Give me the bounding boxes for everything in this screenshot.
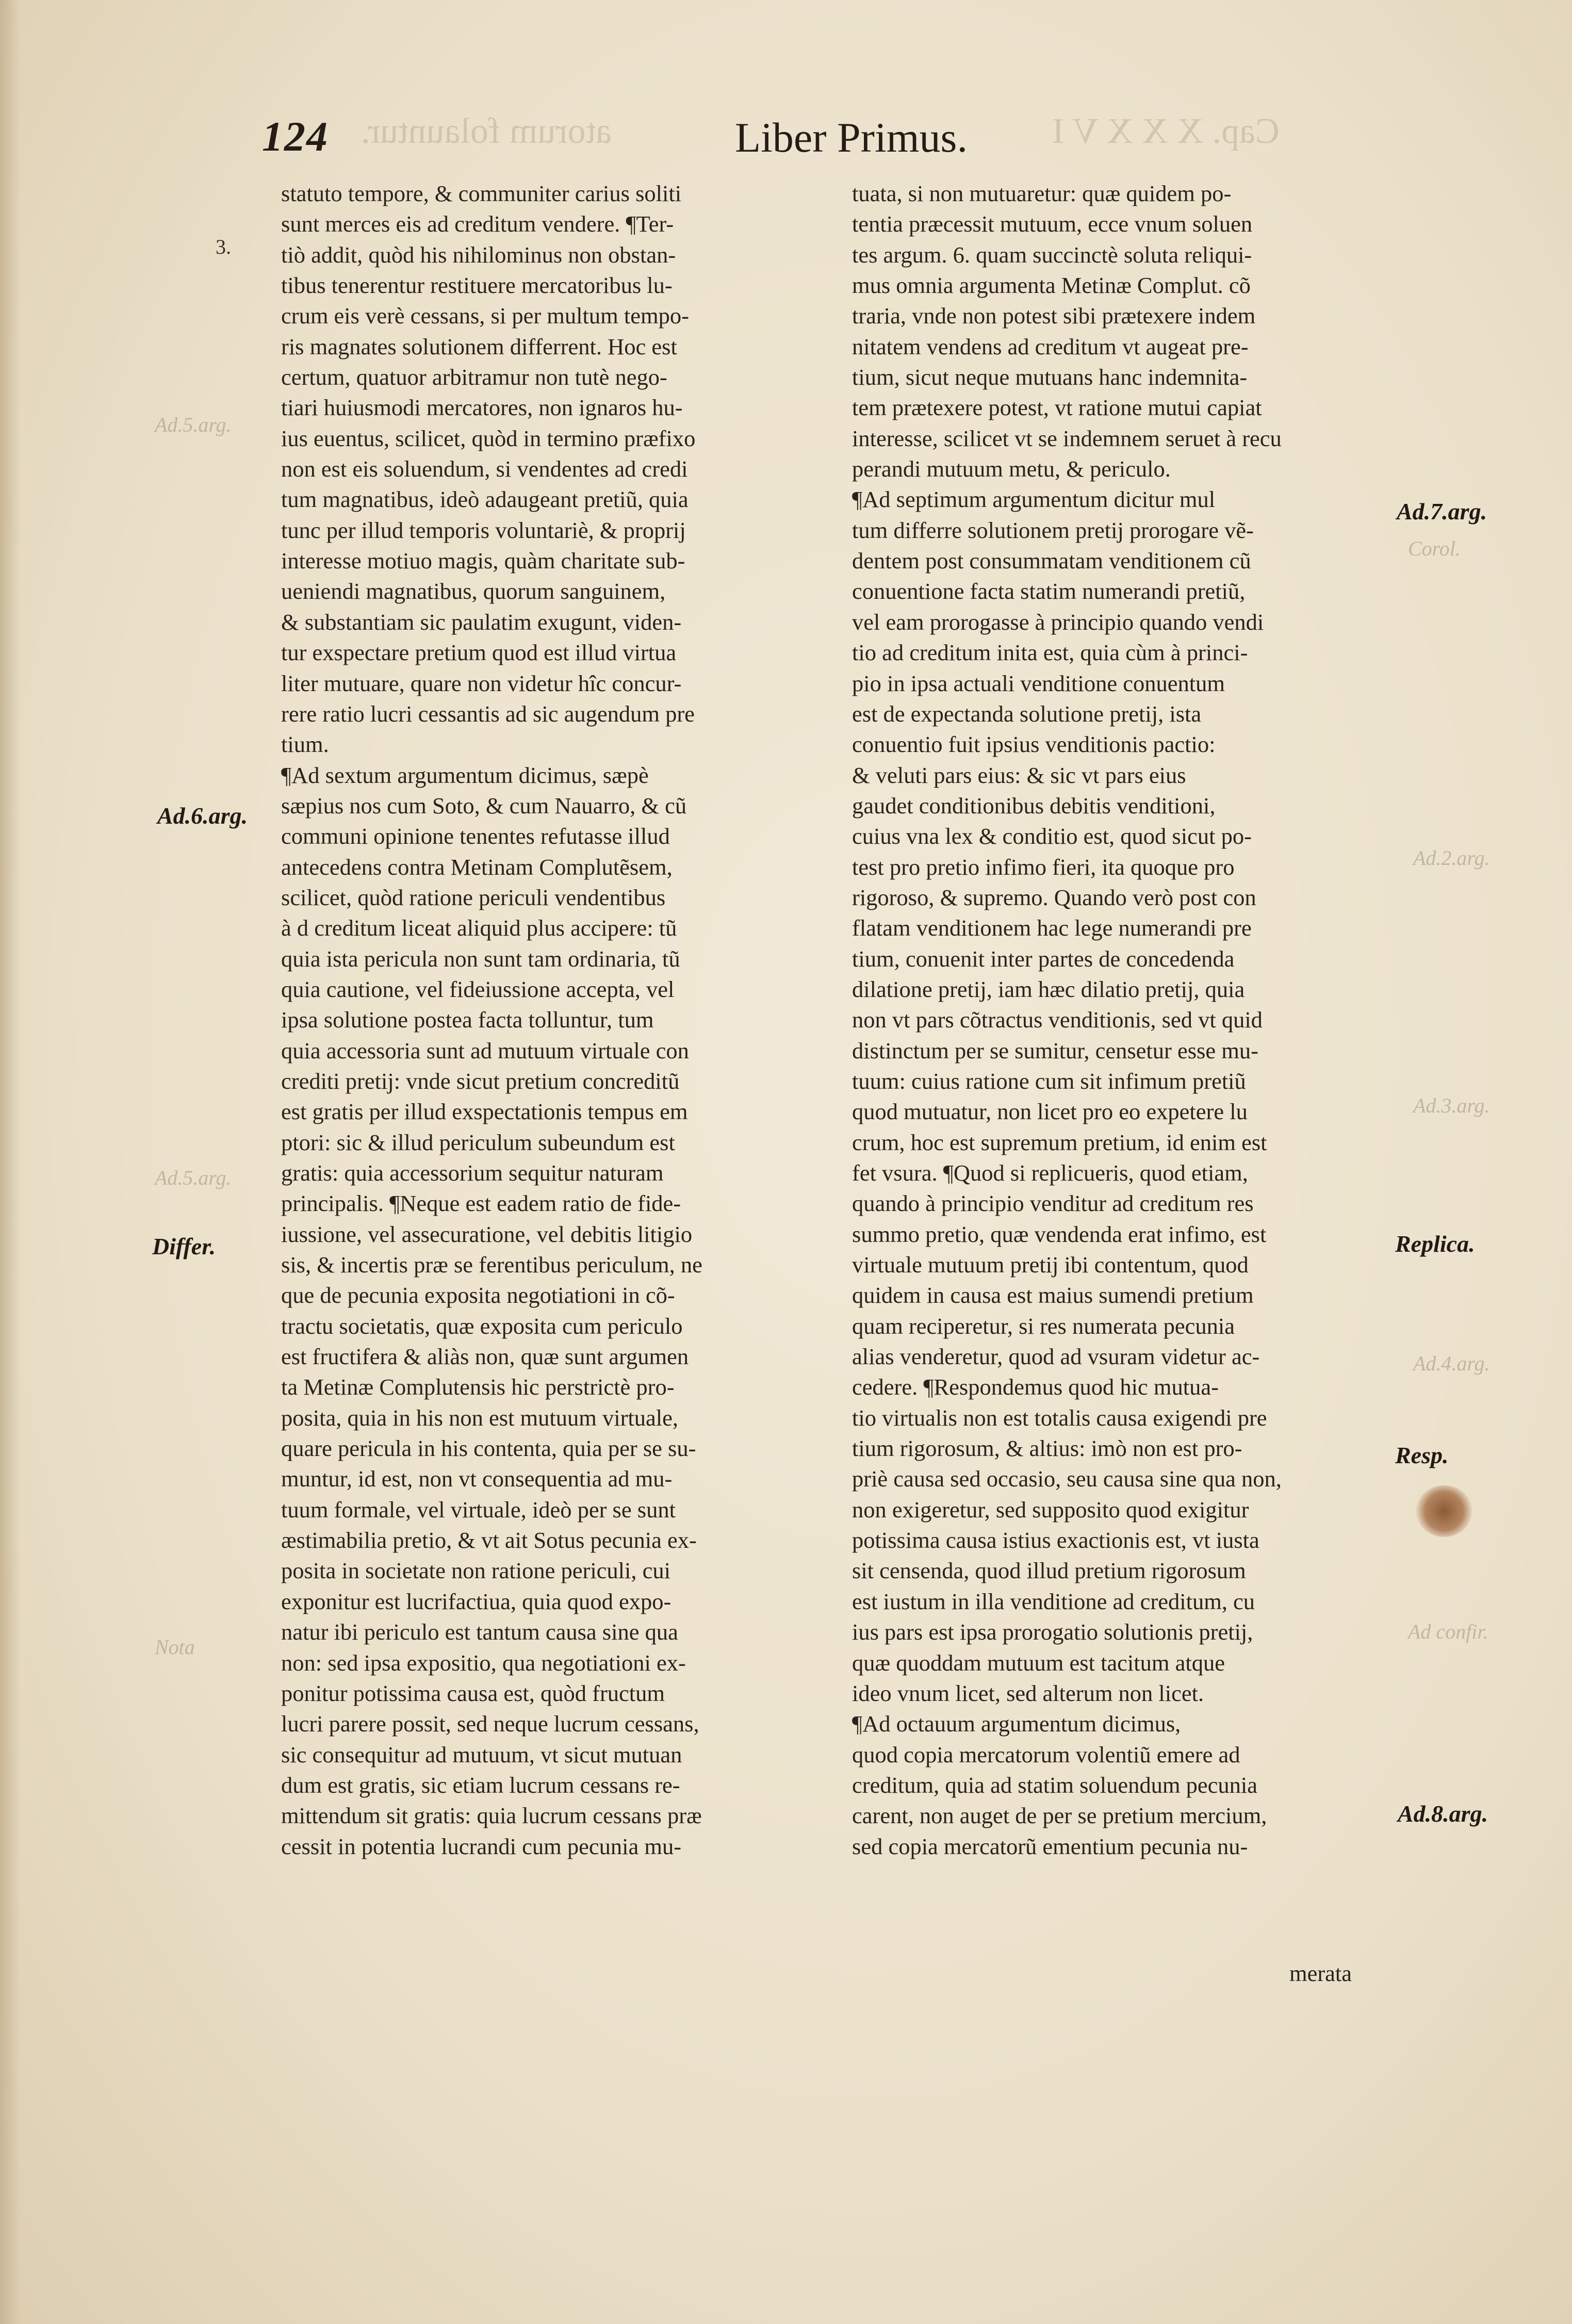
text-line: quam reciperetur, si res numerata pecunia <box>852 1313 1235 1339</box>
text-line: distinctum per se sumitur, censetur esse mu- <box>852 1037 1258 1063</box>
text-line: est de expectanda solutione pretij, ista <box>852 700 1202 727</box>
text-line: quando à principio venditur ad creditum res <box>852 1190 1254 1217</box>
text-line: posita in societate non ratione periculi, cui <box>281 1558 671 1584</box>
text-line: communi opinione tenentes refutasse illud <box>281 823 670 849</box>
text-line: ideo vnum licet, sed alterum non licet. <box>852 1680 1204 1706</box>
bleed-through-margin-4: Corol. <box>1408 537 1461 560</box>
text-line: sed copia mercatorũ ementium pecunia nu- <box>852 1833 1248 1859</box>
text-line: tes argum. 6. quam succinctè soluta reliqui- <box>852 241 1252 268</box>
right-text-column <box>852 178 1388 1862</box>
text-line: & substantiam sic paulatim exugunt, viden- <box>281 609 682 635</box>
text-line: tem prætexere potest, vt ratione mutui capiat <box>852 395 1262 421</box>
text-line: liter mutuare, quare non videtur hîc concur- <box>281 670 682 696</box>
text-line: certum, quatuor arbitramur non tutè nego- <box>281 364 667 390</box>
text-line: ius pars est ipsa prorogatio solutionis pretij, <box>852 1619 1253 1645</box>
text-line: pio in ipsa actuali venditione conuentum <box>852 670 1225 696</box>
bleed-through-header-right: Cap. X X X V I <box>1052 111 1280 151</box>
text-line: gaudet conditionibus debitis venditioni, <box>852 792 1216 819</box>
text-line: muntur, id est, non vt consequentia ad mu- <box>281 1466 673 1492</box>
left-text-column <box>281 178 810 1862</box>
text-line: tractu societatis, quæ exposita cum periculo <box>281 1313 683 1339</box>
text-line: crum, hoc est supremum pretium, id enim est <box>852 1129 1267 1155</box>
text-line: mittendum sit gratis: quia lucrum cessans præ <box>281 1803 702 1829</box>
text-line: que de pecunia exposita negotiationi in cõ- <box>281 1282 675 1308</box>
text-line: tuata, si non mutuaretur: quæ quidem po- <box>852 181 1232 206</box>
text-line: fet vsura. ¶Quod si replicueris, quod etiam, <box>852 1160 1248 1186</box>
text-line: ptori: sic & illud periculum subeundum est <box>281 1129 675 1155</box>
text-line: scilicet, quòd ratione periculi vendentibus <box>281 884 666 910</box>
text-line: summo pretio, quæ vendenda erat infimo, est <box>852 1221 1267 1247</box>
text-line: conuentio fuit ipsius venditionis pactio: <box>852 731 1216 758</box>
margin-note-tertio: 3. <box>216 235 231 258</box>
text-line: ¶Ad septimum argumentum dicitur mul <box>852 486 1216 513</box>
text-line: quod mutuatur, non licet pro eo expetere lu <box>852 1099 1248 1125</box>
margin-note-ad-sextum: Ad.6.arg. <box>157 803 248 829</box>
text-line: tibus tenerentur restituere mercatoribus lu- <box>281 272 673 299</box>
text-line: tio virtualis non est totalis causa exigendi pre <box>852 1404 1267 1431</box>
text-line: est iustum in illa venditione ad creditum, cu <box>852 1588 1255 1614</box>
text-line: non vt pars cõtractus venditionis, sed vt quid <box>852 1007 1263 1033</box>
text-line: tuum formale, vel virtuale, ideò per se sunt <box>281 1496 676 1523</box>
text-line: tium, sicut neque mutuans hanc indemnita- <box>852 364 1248 390</box>
bleed-through-header-left: atorum folauntur. <box>361 111 612 151</box>
text-line: potissima causa istius exactionis est, vt iusta <box>852 1527 1259 1553</box>
text-line: dum est gratis, sic etiam lucrum cessans re- <box>281 1772 680 1798</box>
text-line: crum eis verè cessans, si per multum tempo- <box>281 303 689 329</box>
text-line: dentem post consummatam venditionem cũ <box>852 548 1251 574</box>
page-gutter-shadow <box>0 0 21 2324</box>
text-line: statuto tempore, & communiter carius soliti <box>281 181 682 206</box>
text-line: perandi mutuum metu, & periculo. <box>852 456 1171 482</box>
bleed-through-margin-2: Ad.5.arg. <box>155 1166 232 1189</box>
text-line: sunt merces eis ad creditum vendere. ¶Ter- <box>281 211 674 237</box>
text-line: sic consequitur ad mutuum, vt sicut mutuan <box>281 1741 682 1767</box>
catchword: merata <box>1289 1960 1352 1986</box>
text-line: interesse motiuo magis, quàm charitate sub- <box>281 548 685 574</box>
text-line: quare pericula in his contenta, quia per se su- <box>281 1435 696 1462</box>
text-line: quæ quoddam mutuum est tacitum atque <box>852 1649 1225 1676</box>
text-line: tium rigorosum, & altius: imò non est pro- <box>852 1435 1242 1462</box>
text-line: tiò addit, quòd his nihilominus non obstan- <box>281 241 676 268</box>
text-line: posita, quia in his non est mutuum virtuale, <box>281 1404 679 1431</box>
text-line: ueniendi magnatibus, quorum sanguinem, <box>281 578 666 604</box>
running-title: Liber Primus. <box>735 114 968 161</box>
text-line: quia accessoria sunt ad mutuum virtuale con <box>281 1037 689 1063</box>
text-line: tentia præcessit mutuum, ecce vnum soluen <box>852 211 1253 237</box>
text-line: tum differre solutionem pretij prorogare vẽ- <box>852 517 1254 543</box>
text-line: est fructifera & aliàs non, quæ sunt argumen <box>281 1344 689 1370</box>
text-line: ris magnates solutionem differrent. Hoc est <box>281 333 677 359</box>
text-line: non exigeretur, sed supposito quod exigitur <box>852 1496 1249 1523</box>
text-line: quod copia mercatorum volentiũ emere ad <box>852 1741 1240 1767</box>
text-line: tunc per illud temporis voluntariè, & proprij <box>281 517 686 543</box>
text-line: mus omnia argumenta Metinæ Complut. cõ <box>852 272 1251 299</box>
text-line: vel eam prorogasse à principio quando vendi <box>852 609 1264 635</box>
text-line: interesse, scilicet vt se indemnem seruet à recu <box>852 425 1282 451</box>
bleed-through-margin-6: Ad.3.arg. <box>1413 1094 1490 1117</box>
bleed-through-margin-7: Ad.4.arg. <box>1413 1352 1490 1375</box>
text-line: cessit in potentia lucrandi cum pecunia mu- <box>281 1833 682 1859</box>
text-line: tium. <box>281 731 329 758</box>
margin-note-ad-octauum: Ad.8.arg. <box>1398 1801 1488 1827</box>
text-line: crediti pretij: vnde sicut pretium concreditũ <box>281 1068 680 1094</box>
text-line: cedere. ¶Respondemus quod hic mutua- <box>852 1374 1219 1400</box>
text-line: ponitur potissima causa est, quòd fructum <box>281 1680 665 1706</box>
text-line: ¶Ad sextum argumentum dicimus, sæpè <box>281 762 649 788</box>
text-line: flatam venditionem hac lege numerandi pre <box>852 915 1252 941</box>
text-line: sis, & incertis præ se ferentibus periculum, ne <box>281 1252 702 1278</box>
text-line: carent, non auget de per se pretium mercium, <box>852 1803 1267 1829</box>
margin-note-resp: Resp. <box>1395 1442 1449 1468</box>
text-line: nitatem vendens ad creditum vt augeat pre- <box>852 333 1249 359</box>
text-line: natur ibi periculo est tantum causa sine qua <box>281 1619 678 1645</box>
text-line: dilatione pretij, iam hæc dilatio pretij, quia <box>852 976 1245 1002</box>
bleed-through-margin-1: Ad.5.arg. <box>155 413 232 436</box>
text-line: rere ratio lucri cessantis ad sic augendum pre <box>281 700 695 727</box>
text-line: ta Metinæ Complutensis hic perstrictè pro- <box>281 1374 675 1400</box>
text-line: quia cautione, vel fideiussione accepta, vel <box>281 976 675 1002</box>
text-line: gratis: quia accessorium sequitur naturam <box>281 1160 664 1186</box>
text-line: à d creditum liceat aliquid plus accipere: tũ <box>281 915 677 941</box>
text-line: rigoroso, & supremo. Quando verò post con <box>852 884 1256 910</box>
text-line: sit censenda, quod illud pretium rigorosum <box>852 1558 1246 1584</box>
bleed-through-margin-3: Nota <box>155 1635 195 1659</box>
text-line: priè causa sed occasio, seu causa sine qua non, <box>852 1466 1282 1492</box>
margin-note-ad-septimum: Ad.7.arg. <box>1397 498 1487 525</box>
text-line: ius euentus, scilicet, quòd in termino præfixo <box>281 425 696 451</box>
text-line: ipsa solutione postea facta tolluntur, tum <box>281 1007 654 1033</box>
text-line: antecedens contra Metinam Complutẽsem, <box>281 854 673 880</box>
text-line: non: sed ipsa expositio, qua negotiationi ex- <box>281 1649 686 1676</box>
text-line: quidem in causa est maius sumendi pretium <box>852 1282 1254 1308</box>
text-line: & veluti pars eius: & sic vt pars eius <box>852 762 1186 788</box>
bleed-through-margin-5: Ad.2.arg. <box>1413 846 1490 870</box>
text-line: creditum, quia ad statim soluendum pecunia <box>852 1772 1257 1798</box>
text-line: exponitur est lucrifactiua, quia quod expo- <box>281 1588 672 1614</box>
margin-note-differ: Differ. <box>152 1233 216 1259</box>
text-line: tum magnatibus, ideò adaugeant pretiũ, quia <box>281 486 689 513</box>
text-line: lucri parere possit, sed neque lucrum cessans, <box>281 1711 699 1737</box>
page-number: 124 <box>262 113 329 160</box>
text-line: est gratis per illud exspectationis tempus em <box>281 1099 688 1125</box>
text-line: æstimabilia pretio, & vt ait Sotus pecunia ex- <box>281 1527 697 1553</box>
text-line: iussione, vel assecuratione, vel debitis litigio <box>281 1221 693 1247</box>
text-line: test pro pretio infimo fieri, ita quoque pro <box>852 854 1235 880</box>
text-line: alias venderetur, quod ad vsuram videtur ac- <box>852 1344 1260 1370</box>
text-line: tuum: cuius ratione cum sit infimum pretiũ <box>852 1068 1246 1094</box>
margin-note-replica: Replica. <box>1395 1231 1475 1257</box>
text-line: principalis. ¶Neque est eadem ratio de fide- <box>281 1190 681 1217</box>
ink-stain <box>1416 1485 1472 1537</box>
bleed-through-margin-8: Ad confir. <box>1408 1620 1488 1643</box>
text-line: quia ista pericula non sunt tam ordinaria, tũ <box>281 945 680 972</box>
text-line: tiari huiusmodi mercatores, non ignaros hu- <box>281 395 683 421</box>
text-line: sæpius nos cum Soto, & cum Nauarro, & cũ <box>281 792 687 819</box>
text-line: virtuale mutuum pretij ibi contentum, quod <box>852 1252 1249 1278</box>
text-line: tur exspectare pretium quod est illud virtua <box>281 640 677 666</box>
text-line: cuius vna lex & conditio est, quod sicut po- <box>852 823 1252 849</box>
text-line: tium, conuenit inter partes de concedenda <box>852 945 1235 972</box>
text-line: traria, vnde non potest sibi prætexere indem <box>852 303 1256 329</box>
text-line: ¶Ad octauum argumentum dicimus, <box>852 1711 1181 1737</box>
text-line: non est eis soluendum, si vendentes ad credi <box>281 456 688 482</box>
text-line: conuentione facta statim numerandi pretiũ, <box>852 578 1246 604</box>
text-line: tio ad creditum inita est, quia cùm à princi- <box>852 640 1248 666</box>
